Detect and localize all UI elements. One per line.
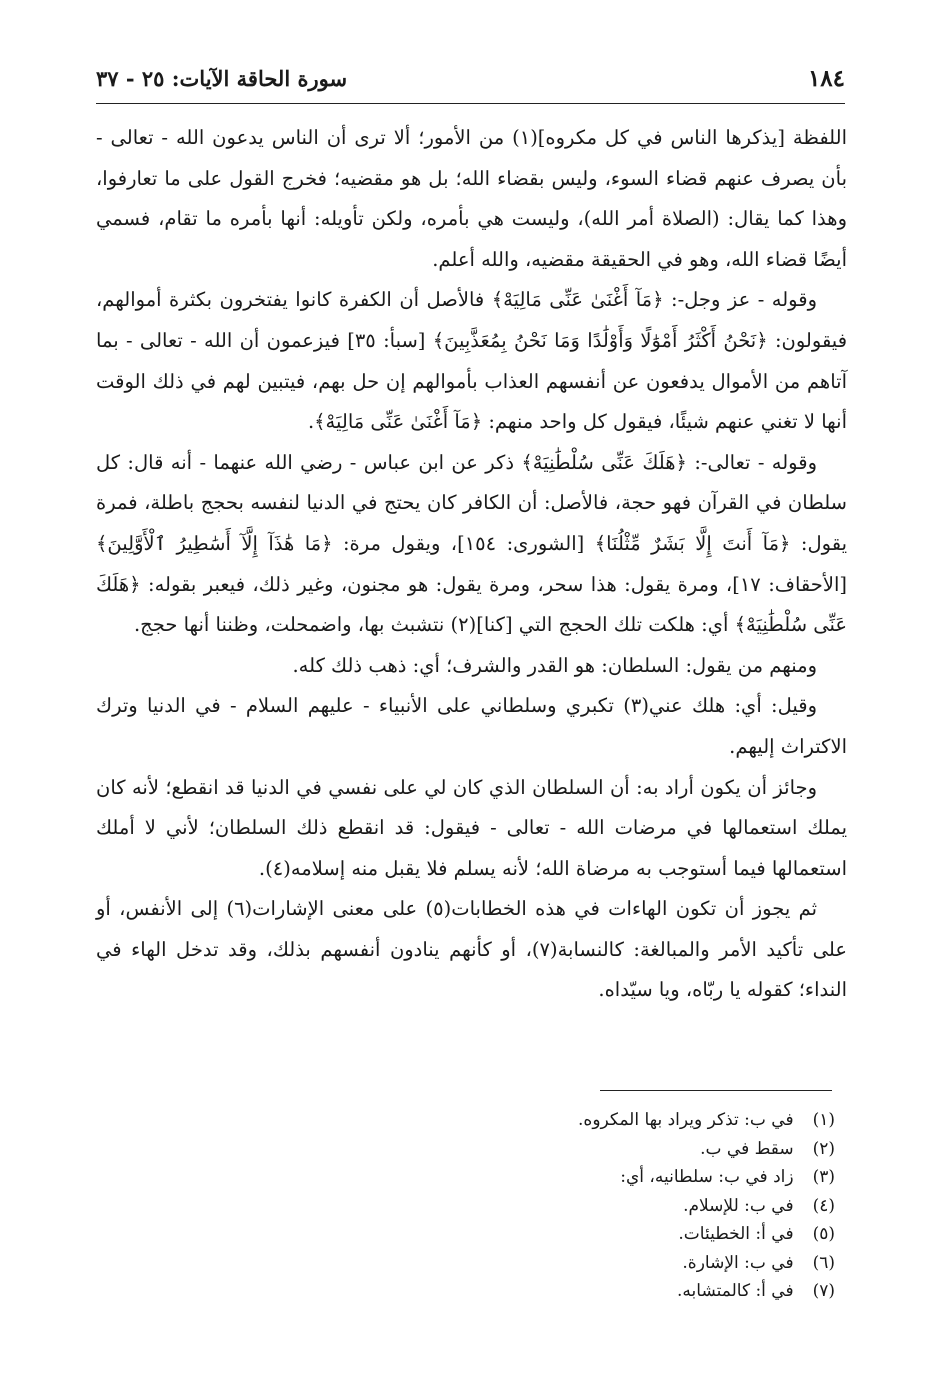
footnote-divider: [600, 1090, 832, 1091]
paragraph: وجائز أن يكون أراد به: أن السلطان الذي كان لي على نفسي في الدنيا قد انقطع؛ لأنه كان يملك استعمالها في مرضات الله - تعالى - فيقول: قد انقطع ذلك السلطان؛ لأني لا أملك استعمالها فيما أستوجب به مرضاة الله؛ لأنه يسلم فلا يقبل منه إسلامه(٤).: [96, 775, 847, 880]
paragraph: اللفظة [يذكرها الناس في كل مكروه](١) من الأمور؛ ألا ترى أن الناس يدعون الله - تعالى - بأن يصرف عنهم قضاء السوء، وليس بقضاء الله؛ بل هو مقضيه؛ فخرج القول على ما تعارفوا، وهذا كما يقال: (الصلاة أمر الله)، وليست هي بأمره، ولكن تأويله: أنها بأمره ما تقام، فسمي أيضًا قضاء الله، وهو في الحقيقة مقضيه، والله أعلم.: [96, 126, 847, 271]
paragraph: وقوله - عز وجل-: ﴿مَآ أَغْنَىٰ عَنِّى مَالِيَهْ﴾ فالأصل أن الكفرة كانوا يفتخرون بكثرة أموالهم، فيقولون: ﴿نَحْنُ أَكْثَرُ أَمْوَٰلًا وَأَوْلَٰدًا وَمَا نَحْنُ بِمُعَذَّبِينَ﴾ [سبأ: ٣٥] فيزعمون أن الله - تعالى - بما آتاهم من الأموال يدفعون عن أنفسهم العذاب بأموالهم إن حل بهم، فيتبين لهم في ذلك الوقت أنها لا تغني عنهم شيئًا، فيقول كل واحد منهم: ﴿مَآ أَغْنَىٰ عَنِّى مَالِيَهْ﴾.: [96, 288, 848, 434]
footnote-text: زاد في ب: سلطانيه، أي:: [620, 1167, 794, 1187]
footnote-text: في ب: للإسلام.: [683, 1195, 794, 1216]
footnote: [300, 1163, 835, 1192]
footnote-text: سقط في ب.: [700, 1138, 794, 1159]
footnote-text: في ب: تذكر ويراد بها المكروه.: [578, 1110, 794, 1130]
header-divider: [96, 103, 845, 104]
footnote: [300, 1220, 835, 1249]
footnote-number: (٧): [812, 1281, 835, 1301]
page-number: ١٨٤: [807, 64, 845, 92]
footnote-number: (٣): [812, 1167, 835, 1187]
footnote-text: في أ: الخطيئات.: [678, 1224, 794, 1244]
footnote-text: في ب: الإشارة.: [682, 1252, 794, 1273]
footnote-number: (١): [812, 1110, 835, 1130]
footnote-text: في أ: كالمتشابه.: [677, 1281, 794, 1301]
footnote: [300, 1106, 835, 1135]
footnotes: [300, 1106, 835, 1306]
footnote-number: (٢): [812, 1138, 835, 1159]
footnote: [300, 1192, 835, 1221]
page-header: [96, 58, 845, 98]
paragraph: وقيل: أي: هلك عني(٣) تكبري وسلطاني على الأنبياء - عليهم السلام - في الدنيا وترك الاكتراث إليهم.: [96, 694, 847, 758]
footnote: [300, 1135, 835, 1164]
running-title: سورة الحاقة الآيات: ٢٥ - ٣٧: [96, 65, 348, 91]
main-text: [96, 118, 847, 1011]
footnote: [300, 1277, 835, 1306]
footnote-number: (٦): [812, 1252, 835, 1273]
paragraph: ومنهم من يقول: السلطان: هو القدر والشرف؛ أي: ذهب ذلك كله.: [292, 653, 817, 677]
footnote-number: (٤): [812, 1195, 835, 1216]
footnote: [300, 1249, 835, 1278]
footnote-number: (٥): [812, 1224, 835, 1244]
paragraph: ثم يجوز أن تكون الهاءات في هذه الخطابات(٥) على معنى الإشارات(٦) إلى الأنفس، أو على تأكيد الأمر والمبالغة: كالنسابة(٧)، أو كأنهم ينادون أنفسهم بذلك، وقد تدخل الهاء في النداء؛ كقوله يا ربّاه، ويا سيّداه.: [96, 897, 847, 1002]
paragraph: وقوله - تعالى-: ﴿هَلَكَ عَنِّى سُلْطَٰنِيَهْ﴾ ذكر عن ابن عباس - رضي الله عنهما - أنه قال: كل سلطان في القرآن فهو حجة، فالأصل: أن الكافر كان يحتج في الدنيا لنفسه بحجج باطلة، فمرة يقول: ﴿مَآ أَنتَ إِلَّا بَشَرٌ مِّثْلُنَا﴾ [الشورى: ١٥٤]، ويقول مرة: ﴿مَا هَٰذَآ إِلَّآ أَسَٰطِيرُ ٱلْأَوَّلِينَ﴾ [الأحقاف: ١٧]، ومرة يقول: هذا سحر، ومرة يقول: هو مجنون، وغير ذلك، فيعبر بقوله: ﴿هَلَكَ عَنِّى سُلْطَٰنِيَهْ﴾ أي: هلكت تلك الحجج التي [كنا](٢) نتشبث بها، واضمحلت، وظننا أنها حجج.: [96, 450, 847, 637]
